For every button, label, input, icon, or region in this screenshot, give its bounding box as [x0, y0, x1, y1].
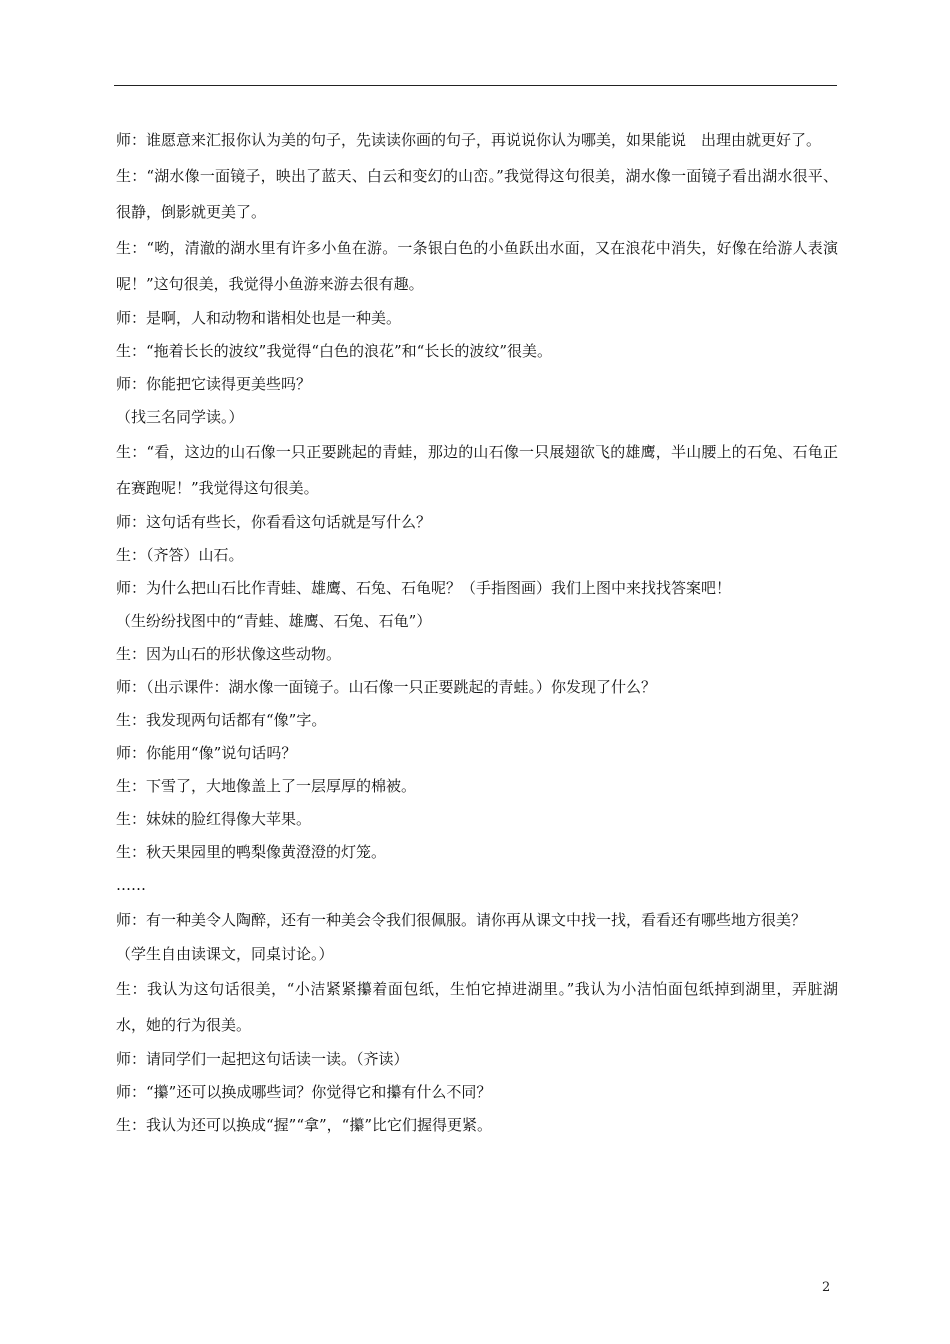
paragraph: （学生自由读课文，同桌讨论。） [116, 945, 334, 963]
paragraph: 生：“哟，清澈的湖水里有许多小鱼在游。一条银白色的小鱼跃出水面，又在浪花中消失，好像在给游人表演呢！”这句很美，我觉得小鱼游来游去很有趣。 [116, 239, 838, 293]
paragraph: 生：我认为还可以换成“握”“拿”，“攥”比它们握得更紧。 [116, 1116, 493, 1134]
paragraph: 生：“看，这边的山石像一只正要跳起的青蛙，那边的山石像一只展翅欲飞的雄鹰，半山腰上的石兔、石龟正在赛跑呢！”我觉得这句很美。 [116, 443, 838, 497]
paragraph: 师：“攥”还可以换成哪些词？你觉得它和攥有什么不同？ [116, 1083, 492, 1101]
paragraph: 师：为什么把山石比作青蛙、雄鹰、石兔、石龟呢？（手指图画）我们上图中来找找答案吧！ [116, 579, 732, 597]
paragraph: 生：秋天果园里的鸭梨像黄澄澄的灯笼。 [116, 843, 387, 861]
paragraph: 师：你能用“像”说句话吗？ [116, 744, 297, 762]
paragraph: （生纷纷找图中的“青蛙、雄鹰、石兔、石龟”） [116, 612, 432, 630]
paragraph: 师：谁愿意来汇报你认为美的句子，先读读你画的句子，再说说你认为哪美，如果能说 出理由就更好了。 [116, 131, 822, 149]
paragraph: 生：“拖着长长的波纹”我觉得“白色的浪花”和“长长的波纹”很美。 [116, 342, 553, 360]
paragraph: 生：因为山石的形状像这些动物。 [116, 645, 342, 663]
paragraph: 师：请同学们一起把这句话读一读。（齐读） [116, 1050, 409, 1068]
paragraph: 师：你能把它读得更美些吗？ [116, 375, 312, 393]
ellipsis: …… [116, 876, 146, 894]
paragraph: 生：我认为这句话很美，“小洁紧紧攥着面包纸，生怕它掉进湖里。”我认为小洁怕面包纸掉到湖里，弄脏湖水，她的行为很美。 [116, 980, 838, 1034]
page-number: 2 [822, 1280, 831, 1295]
paragraph: 师：有一种美令人陶醉，还有一种美会令我们很佩服。请你再从课文中找一找，看看还有哪些地方很美？ [116, 911, 807, 929]
paragraph: 生：妹妹的脸红得像大苹果。 [116, 810, 312, 828]
paragraph: 师：（出示课件：湖水像一面镜子。山石像一只正要跳起的青蛙。）你发现了什么？ [116, 678, 657, 696]
document-body [116, 122, 838, 1142]
paragraph: （找三名同学读。） [116, 408, 244, 426]
header-rule [114, 85, 837, 86]
paragraph: 师：这句话有些长，你看看这句话就是写什么？ [116, 513, 432, 531]
paragraph: 生：下雪了，大地像盖上了一层厚厚的棉被。 [116, 777, 417, 795]
paragraph: 生：我发现两句话都有“像”字。 [116, 711, 327, 729]
paragraph: 生：（齐答）山石。 [116, 546, 244, 564]
paragraph: 生：“湖水像一面镜子，映出了蓝天、白云和变幻的山峦。”我觉得这句很美，湖水像一面镜子看出湖水很平、很静，倒影就更美了。 [116, 167, 838, 221]
paragraph: 师：是啊，人和动物和谐相处也是一种美。 [116, 309, 402, 327]
